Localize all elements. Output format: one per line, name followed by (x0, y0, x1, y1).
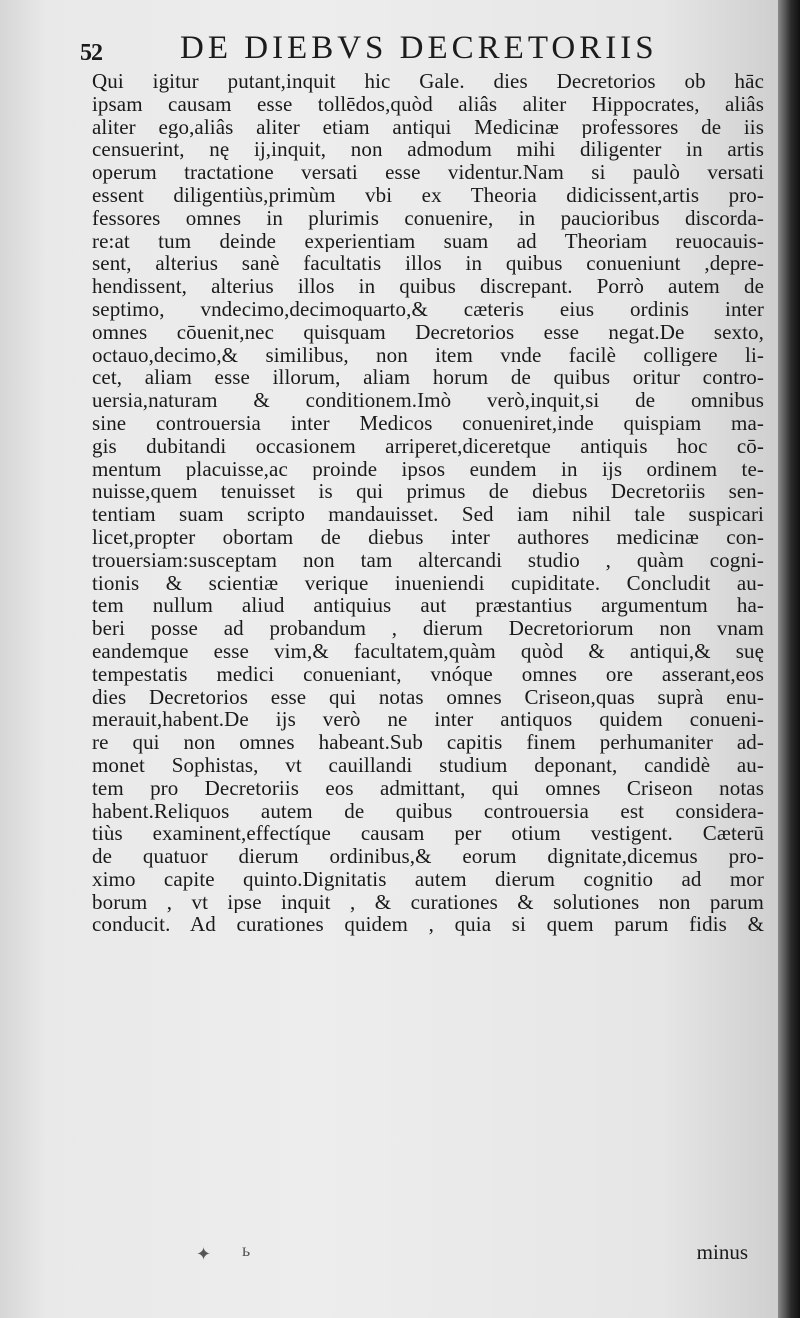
text-line: conducit. Ad curationes quidem , quia si quem parum fidis & (92, 913, 764, 937)
text-line: trouersiam:susceptam non tam altercandi studio , quàm cogni- (92, 548, 764, 572)
text-line: Qui igitur putant,inquit hic Gale. dies Decretorios ob hāc (92, 70, 764, 93)
text-line: octauo,decimo,& similibus, non item vnde facilè colligere li- (92, 343, 764, 367)
text-line: aliter ego,aliâs aliter etiam antiqui Medicinæ professores de iis (92, 115, 764, 139)
text-line: re:at tum deinde experientiam suam ad Theoriam reuocauis- (92, 229, 764, 253)
text-line: eandemque esse vim,& facultatem,quàm quòd & antiqui,& suę (92, 639, 764, 663)
text-line: gis dubitandi occasionem arriperet,diceretque antiquis hoc cō- (92, 434, 764, 458)
text-line: sent, alterius sanè facultatis illos in quibus conueniunt ,depre- (92, 252, 764, 276)
text-line: licet,propter obortam de diebus inter authores medicinæ con- (92, 525, 764, 549)
text-line: beri posse ad probandum , dierum Decretoriorum non vnam (92, 617, 764, 640)
text-line: hendissent, alterius illos in quibus discrepant. Porrò autem de (92, 275, 764, 298)
text-line: sine controuersia inter Medicos conueniret,inde quispiam ma- (92, 411, 764, 435)
catchword: minus (696, 1240, 748, 1264)
text-line: ipsam causam esse tollēdos,quòd aliâs aliter Hippocrates, aliâs (92, 92, 764, 116)
page-header (80, 26, 760, 72)
text-line: omnes cōuenit,nec quisquam Decretorios esse negat.De sexto, (92, 320, 764, 344)
text-line: tiùs examinent,effectíque causam per otium vestigent. Cæterū (92, 822, 764, 846)
text-line: cet, aliam esse illorum, aliam horum de quibus oritur contro- (92, 366, 764, 390)
text-line: septimo, vndecimo,decimoquarto,& cæteris eius ordinis inter (92, 297, 764, 321)
text-line: ximo capite quinto.Dignitatis autem dierum cognitio ad mor (92, 867, 764, 891)
text-line: nuisse,quem tenuisset is qui primus de diebus Decretoriis sen- (92, 480, 764, 504)
running-title: DE DIEBVS DECRETORIIS (180, 30, 658, 66)
text-line: tem pro Decretoriis eos admittant, qui omnes Criseon notas (92, 776, 764, 800)
text-line: censuerint, nę ij,inquit, non admodum mihi diligenter in artis (92, 138, 764, 162)
text-line: merauit,habent.De ijs verò ne inter antiquos quidem conueni- (92, 708, 764, 732)
text-line: mentum placuisse,ac proinde ipsos eundem in ijs ordinem te- (92, 457, 764, 481)
text-line: re qui non omnes habeant.Sub capitis finem perhumaniter ad- (92, 731, 764, 754)
text-line: tempestatis medici conueniant, vnóque omnes ore asserant,eos (92, 662, 764, 686)
text-line: essent diligentiùs,primùm vbi ex Theoria didicissent,artis pro- (92, 183, 764, 207)
text-line: habent.Reliquos autem de quibus controuersia est considera- (92, 799, 764, 823)
text-line: fessores omnes in plurimis conuenire, in paucioribus discorda- (92, 206, 764, 230)
ink-smudge: ✦ (196, 1244, 212, 1264)
book-spine-shadow (778, 0, 800, 1318)
ink-smudge: ь (242, 1240, 251, 1260)
text-line: borum , vt ipse inquit , & curationes & solutiones non parum (92, 890, 764, 914)
text-line: uersia,naturam & conditionem.Imò verò,inquit,si de omnibus (92, 389, 764, 412)
body-text (92, 70, 764, 936)
text-line: tentiam suam scripto mandauisset. Sed iam nihil tale suspicari (92, 503, 764, 526)
text-line: de quatuor dierum ordinibus,& eorum dignitate,dicemus pro- (92, 845, 764, 868)
page-number: 52 (80, 40, 102, 66)
text-line: tionis & scientiæ verique inueniendi cupiditate. Concludit au- (92, 571, 764, 595)
text-line: operum tractatione versati esse videntur.Nam si paulò versati (92, 161, 764, 184)
text-line: tem nullum aliud antiquius aut præstantius argumentum ha- (92, 594, 764, 618)
text-line: monet Sophistas, vt cauillandi studium deponant, candidè au- (92, 753, 764, 777)
text-line: dies Decretorios esse qui notas omnes Criseon,quas suprà enu- (92, 685, 764, 709)
